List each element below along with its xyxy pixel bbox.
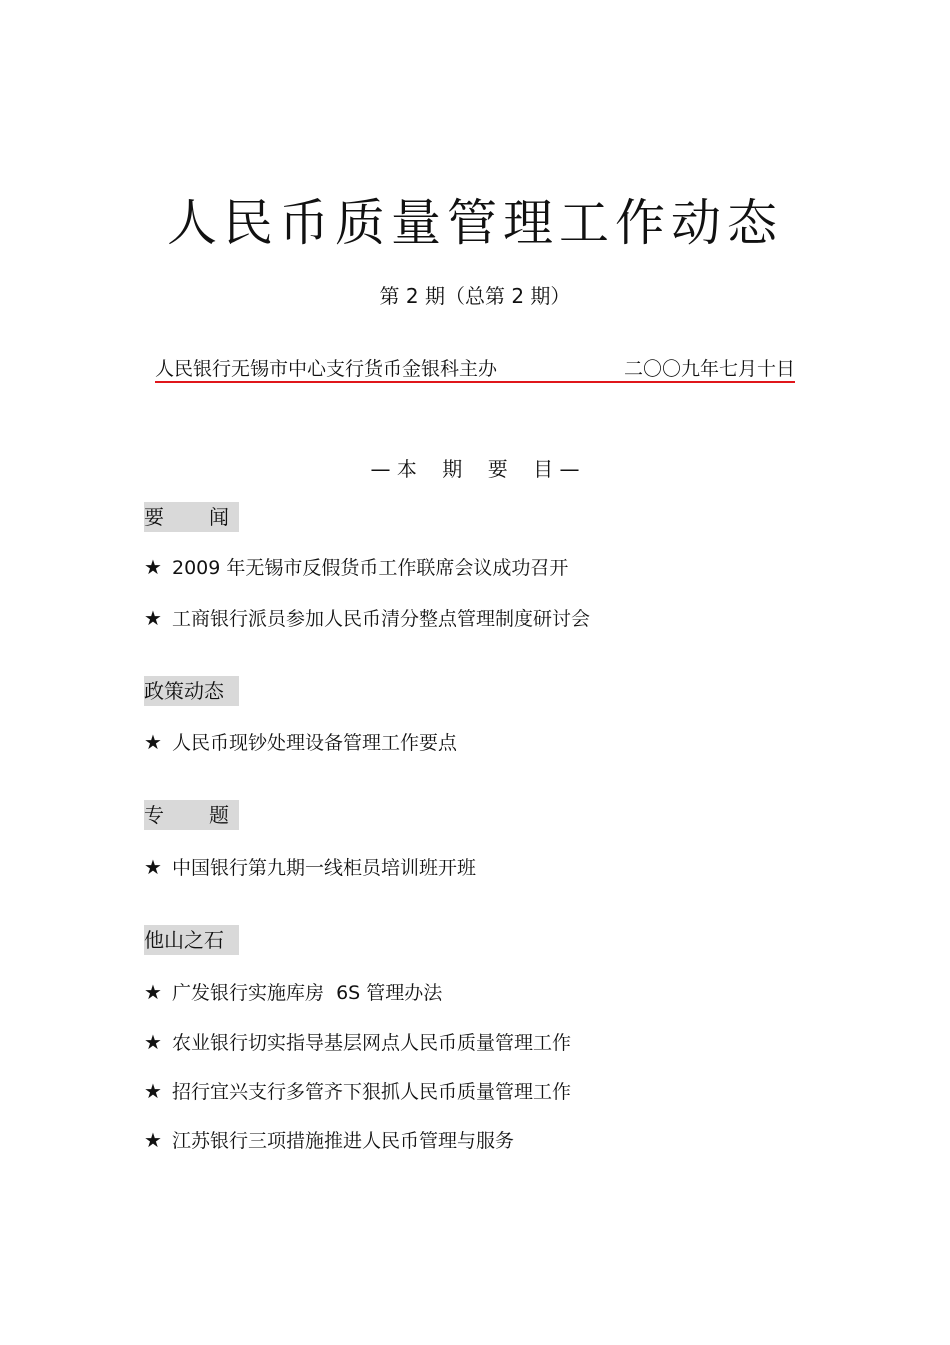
item-text: 广发银行实施库房 6S 管理办法 xyxy=(172,982,443,1004)
item-text: 江苏银行三项措施推进人民币管理与服务 xyxy=(172,1130,515,1152)
star-icon: ★ xyxy=(144,730,162,754)
star-icon: ★ xyxy=(144,980,162,1004)
item-text: 工商银行派员参加人民币清分整点管理制度研讨会 xyxy=(172,608,591,630)
list-item xyxy=(144,728,457,757)
contents-heading: — 本 期 要 目 — xyxy=(370,457,580,481)
organizer: 人民银行无锡市中心支行货币金银科主办 xyxy=(155,358,498,380)
newsletter-title: 人民币质量管理工作动态 xyxy=(167,194,783,252)
list-item xyxy=(144,978,442,1007)
item-text: 中国银行第九期一线柜员培训班开班 xyxy=(172,857,477,879)
star-icon: ★ xyxy=(144,606,162,630)
star-icon: ★ xyxy=(144,1079,162,1103)
section-label-char: 闻 xyxy=(209,505,229,529)
list-item xyxy=(144,1077,571,1106)
list-item xyxy=(144,553,568,582)
list-item xyxy=(144,853,476,882)
item-text: 人民币现钞处理设备管理工作要点 xyxy=(172,732,458,754)
red-header-rule xyxy=(155,381,795,383)
publication-date: 二〇〇九年七月十日 xyxy=(623,358,795,380)
star-icon: ★ xyxy=(144,1030,162,1054)
star-icon: ★ xyxy=(144,555,162,579)
item-text: 2009 年无锡市反假货币工作联席会议成功召开 xyxy=(172,557,569,579)
section-label-char: 要 xyxy=(144,505,164,529)
section-label-policy xyxy=(144,676,239,706)
item-text: 招行宜兴支行多管齐下狠抓人民币质量管理工作 xyxy=(172,1081,572,1103)
section-label-others xyxy=(144,925,239,955)
item-text: 农业银行切实指导基层网点人民币质量管理工作 xyxy=(172,1032,572,1054)
star-icon: ★ xyxy=(144,855,162,879)
list-item xyxy=(144,604,590,633)
list-item xyxy=(144,1126,514,1155)
section-label-text: 他山之石 xyxy=(144,928,224,952)
section-label-text: 政策动态 xyxy=(144,679,224,703)
section-label-feature xyxy=(144,800,239,830)
issue-number: 第 2 期（总第 2 期） xyxy=(379,284,571,308)
section-label-news xyxy=(144,502,239,532)
section-label-char: 专 xyxy=(144,803,164,827)
star-icon: ★ xyxy=(144,1128,162,1152)
publication-line xyxy=(155,356,795,384)
section-label-char: 题 xyxy=(209,803,229,827)
list-item xyxy=(144,1028,571,1057)
